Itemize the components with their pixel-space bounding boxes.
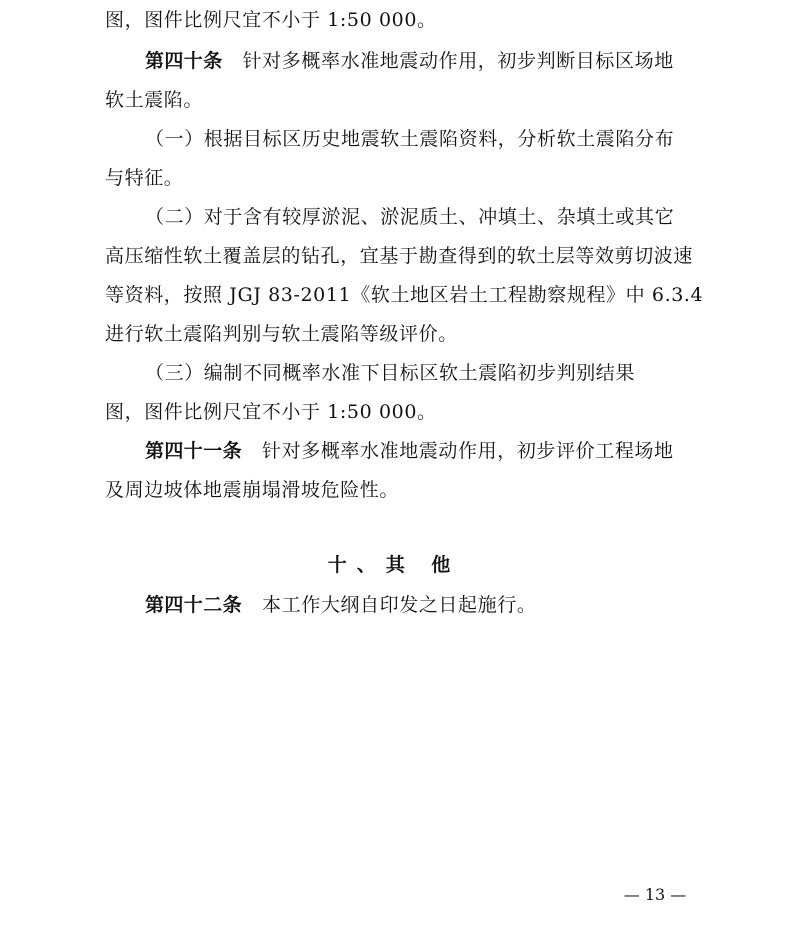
- article-40: [145, 48, 745, 74]
- text-line: 图，图件比例尺宜不小于 1:50 000。: [105, 401, 437, 423]
- text-line: 高压缩性软土覆盖层的钻孔，宜基于勘查得到的软土层等效剪切波速: [105, 245, 694, 267]
- article-42-text: 本工作大纲自印发之日起施行。: [262, 594, 537, 616]
- text-line: 软土震陷。: [105, 89, 204, 111]
- text-line: 及周边坡体地震崩塌滑坡危险性。: [105, 479, 400, 501]
- article-40-text: 针对多概率水准地震动作用，初步判断目标区场地: [242, 50, 674, 72]
- section-heading: 十、其 他: [327, 554, 461, 576]
- article-42: [145, 592, 745, 618]
- article-41-label: 第四十一条: [145, 440, 243, 462]
- article-41: [145, 438, 745, 464]
- page-number: — 13 —: [623, 885, 687, 904]
- article-41-text: 针对多概率水准地震动作用，初步评价工程场地: [262, 440, 674, 462]
- text-line: 与特征。: [105, 167, 184, 189]
- article-40-label: 第四十条: [145, 50, 223, 72]
- text-line: 图，图件比例尺宜不小于 1:50 000。: [105, 9, 437, 31]
- text-line: 等资料，按照 JGJ 83-2011《软土地区岩土工程勘察规程》中 6.3.4: [105, 284, 704, 306]
- text-line: （二）对于含有较厚淤泥、淤泥质土、冲填土、杂填土或其它: [145, 206, 675, 228]
- article-42-label: 第四十二条: [145, 594, 243, 616]
- text-line: （一）根据目标区历史地震软土震陷资料，分析软土震陷分布: [145, 128, 675, 150]
- text-line: 进行软土震陷判别与软土震陷等级评价。: [105, 323, 458, 345]
- text-line: （三）编制不同概率水准下目标区软土震陷初步判别结果: [145, 362, 636, 384]
